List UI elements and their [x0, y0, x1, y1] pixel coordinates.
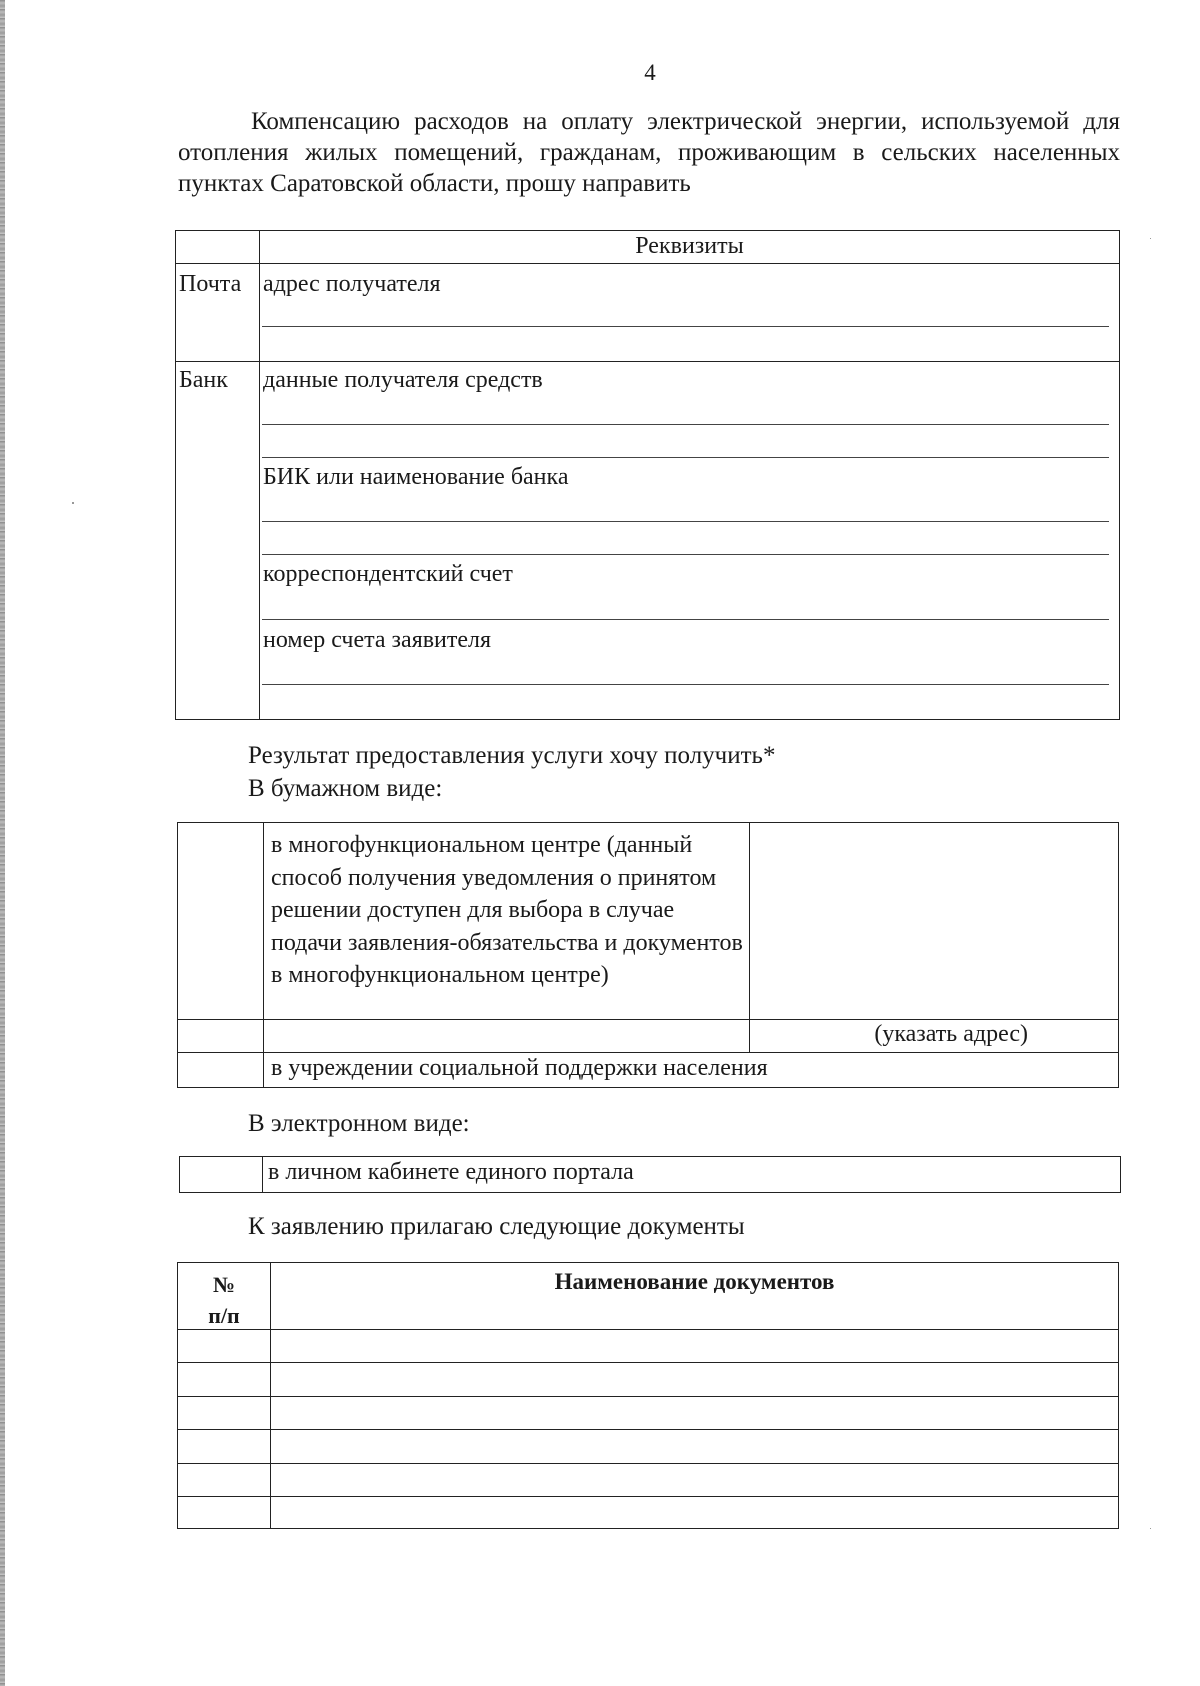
- document-row[interactable]: [178, 1465, 1118, 1495]
- document-row[interactable]: [178, 1331, 1118, 1361]
- table-divider: [176, 361, 1119, 362]
- name-column-header: Наименование документов: [554, 1269, 835, 1294]
- result-heading: Результат предоставления услуги хочу получить*: [248, 742, 776, 769]
- scan-edge: [0, 0, 5, 1686]
- scan-speck: [1150, 1528, 1151, 1529]
- paper-options-table: [177, 822, 1119, 1088]
- recipient-data-label: данные получателя средств: [263, 367, 543, 393]
- document-row[interactable]: [178, 1431, 1118, 1462]
- paper-heading: В бумажном виде:: [248, 775, 443, 802]
- correspondent-account-label: корреспондентский счет: [263, 561, 513, 587]
- table-divider: [176, 263, 1119, 264]
- applicant-account-label: номер счета заявителя: [263, 627, 492, 653]
- requisites-header: Реквизиты: [635, 233, 744, 259]
- bik-input-line2[interactable]: [262, 554, 1109, 555]
- mail-address-label: адрес получателя: [263, 271, 441, 297]
- mail-address-input[interactable]: [262, 326, 1109, 327]
- mfc-option-label: в многофункциональном центре (данный способ получения уведомления о принятом решении доступен для выбора в случае подачи заявления-обязательства и документов в многофункциональном центре): [271, 832, 743, 988]
- bik-label: БИК или наименование банка: [263, 464, 569, 490]
- recipient-data-input-line2[interactable]: [262, 457, 1109, 458]
- table-divider: [262, 1157, 263, 1192]
- documents-heading: К заявлению прилагаю следующие документы: [248, 1213, 745, 1240]
- bik-input[interactable]: [262, 521, 1109, 522]
- table-divider: [178, 1019, 1118, 1020]
- number-column-header: [178, 1269, 270, 1331]
- portal-checkbox[interactable]: [180, 1157, 261, 1191]
- social-support-option-label: в учреждении социальной поддержки населения: [271, 1055, 768, 1081]
- table-divider: [178, 1362, 1118, 1363]
- correspondent-account-input[interactable]: [262, 619, 1109, 620]
- social-support-checkbox[interactable]: [178, 1054, 262, 1086]
- mfc-checkbox[interactable]: [178, 823, 262, 1018]
- document-row[interactable]: [178, 1364, 1118, 1395]
- table-divider: [178, 1463, 1118, 1464]
- document-row[interactable]: [178, 1398, 1118, 1428]
- scan-speck: [1150, 238, 1151, 239]
- scan-speck: [72, 502, 74, 504]
- requisites-table: [175, 230, 1120, 720]
- mfc-address-input[interactable]: [751, 823, 1117, 1018]
- electronic-options-table: [179, 1156, 1121, 1193]
- mail-label: Почта: [179, 271, 242, 297]
- recipient-data-input[interactable]: [262, 424, 1109, 425]
- table-divider: [178, 1496, 1118, 1497]
- table-divider: [178, 1052, 1118, 1053]
- number-header-abbrev: п/п: [208, 1303, 240, 1328]
- number-header-symbol: №: [212, 1272, 236, 1297]
- table-divider: [263, 823, 264, 1087]
- documents-table: [177, 1262, 1119, 1529]
- portal-option-label: в личном кабинете единого портала: [268, 1159, 634, 1185]
- table-divider: [178, 1396, 1118, 1397]
- table-divider: [259, 231, 260, 719]
- bank-label: Банк: [179, 367, 228, 393]
- electronic-heading: В электронном виде:: [248, 1110, 470, 1137]
- table-divider: [178, 1329, 1118, 1330]
- document-row[interactable]: [178, 1498, 1118, 1527]
- address-hint: (указать адрес): [874, 1021, 1028, 1047]
- applicant-account-input[interactable]: [262, 684, 1109, 685]
- page-number: 4: [644, 60, 656, 85]
- table-divider: [178, 1429, 1118, 1430]
- intro-paragraph: Компенсацию расходов на оплату электрической энергии, используемой для отопления жилых помещений, гражданам, проживающим в сельских населенных пунктах Саратовской области, прошу направить: [178, 108, 1120, 197]
